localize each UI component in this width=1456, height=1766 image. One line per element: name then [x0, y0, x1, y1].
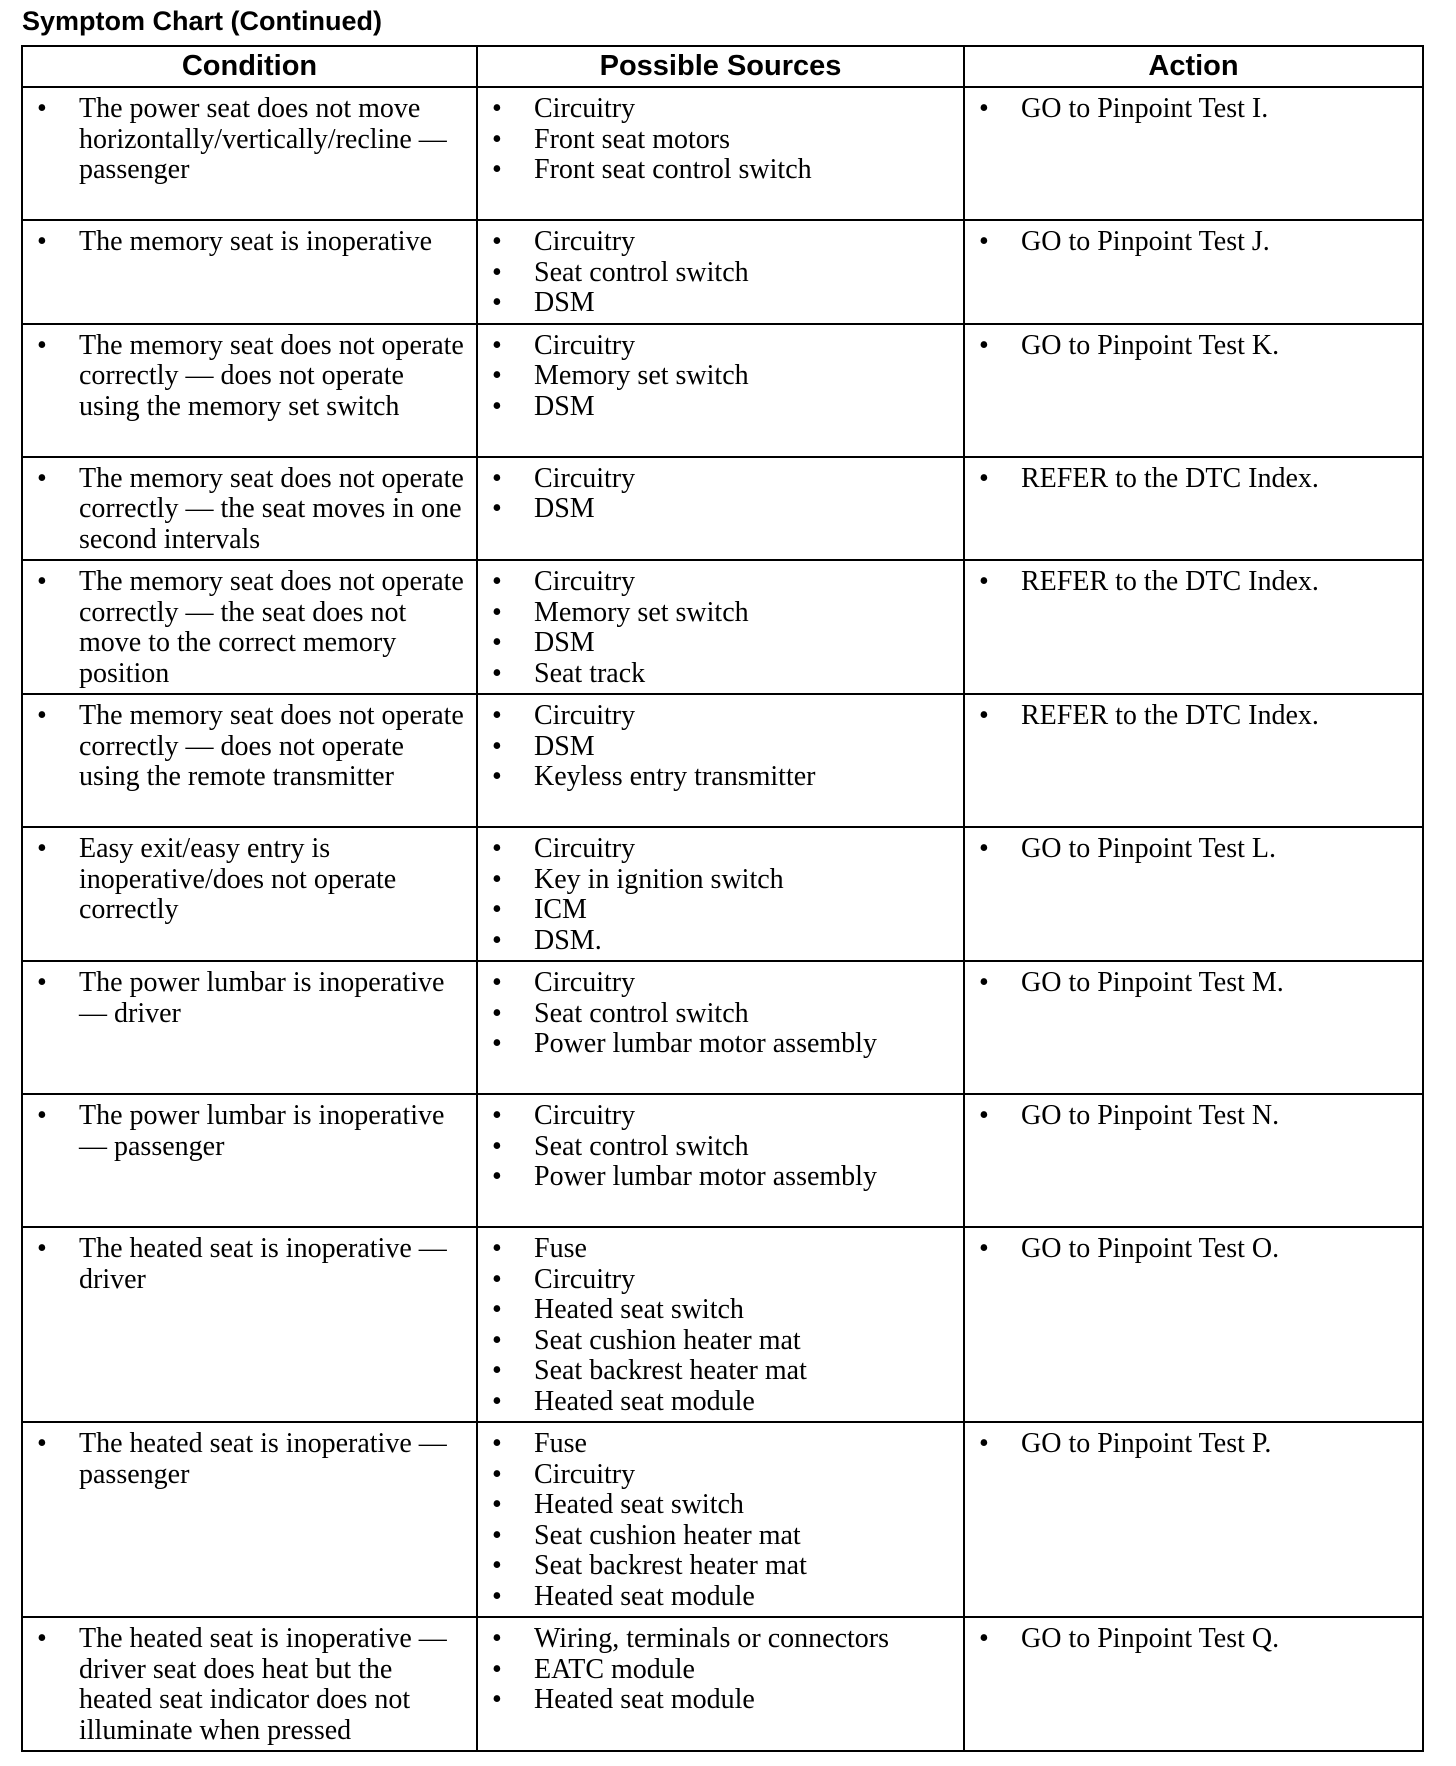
source-item: • Memory set switch [490, 361, 951, 392]
source-item: • Circuitry [490, 464, 951, 495]
sources-list [478, 1228, 963, 1421]
table-row [22, 457, 1423, 561]
source-item: • Seat control switch [490, 999, 951, 1030]
condition-item: • The power lumbar is inoperative — passenger [35, 1101, 464, 1162]
table-row [22, 1617, 1423, 1751]
sources-cell [477, 220, 964, 324]
action-item: • GO to Pinpoint Test Q. [977, 1624, 1410, 1655]
condition-list [23, 1618, 476, 1750]
action-cell [964, 1227, 1423, 1422]
condition-cell [22, 87, 477, 220]
action-list [965, 1095, 1422, 1136]
source-item: • Circuitry [490, 1101, 951, 1132]
source-item: • Power lumbar motor assembly [490, 1162, 951, 1193]
condition-column-header: Condition [22, 46, 477, 87]
source-item: • Seat control switch [490, 258, 951, 289]
sources-cell [477, 324, 964, 457]
sources-cell [477, 827, 964, 961]
source-item: • Circuitry [490, 1265, 951, 1296]
sources-cell [477, 560, 964, 694]
condition-cell [22, 457, 477, 561]
table-row [22, 1422, 1423, 1617]
source-item: • DSM [490, 392, 951, 423]
condition-list [23, 221, 476, 262]
condition-list [23, 1423, 476, 1494]
sources-list [478, 221, 963, 323]
source-item: • Heated seat switch [490, 1490, 951, 1521]
condition-item: • Easy exit/easy entry is inoperative/does not operate correctly [35, 834, 464, 926]
condition-item: • The memory seat does not operate correctly — does not operate using the memory set switch [35, 331, 464, 423]
sources-list [478, 1423, 963, 1616]
sources-list [478, 1095, 963, 1197]
source-item: • Seat backrest heater mat [490, 1551, 951, 1582]
condition-list [23, 561, 476, 693]
table-body [22, 87, 1423, 1751]
action-cell [964, 324, 1423, 457]
sources-cell [477, 1422, 964, 1617]
sources-cell [477, 961, 964, 1094]
condition-list [23, 1095, 476, 1166]
source-item: • Heated seat switch [490, 1295, 951, 1326]
sources-list [478, 962, 963, 1064]
condition-cell [22, 827, 477, 961]
source-item: • ICM [490, 895, 951, 926]
action-list [965, 325, 1422, 366]
table-row [22, 827, 1423, 961]
action-list [965, 828, 1422, 869]
source-item: • Circuitry [490, 968, 951, 999]
source-item: • Power lumbar motor assembly [490, 1029, 951, 1060]
condition-item: • The power lumbar is inoperative — driver [35, 968, 464, 1029]
condition-cell [22, 220, 477, 324]
condition-cell [22, 1094, 477, 1227]
condition-cell [22, 1422, 477, 1617]
condition-cell [22, 560, 477, 694]
source-item: • Keyless entry transmitter [490, 762, 951, 793]
source-item: • Fuse [490, 1234, 951, 1265]
source-item: • DSM [490, 732, 951, 763]
condition-list [23, 88, 476, 190]
source-item: • Seat cushion heater mat [490, 1521, 951, 1552]
sources-list [478, 828, 963, 960]
source-item: • DSM [490, 628, 951, 659]
source-item: • Circuitry [490, 701, 951, 732]
condition-item: • The power seat does not move horizontally/vertically/recline — passenger [35, 94, 464, 186]
action-item: • REFER to the DTC Index. [977, 464, 1410, 495]
action-list [965, 695, 1422, 736]
action-cell [964, 220, 1423, 324]
source-item: • Circuitry [490, 567, 951, 598]
source-item: • Front seat motors [490, 125, 951, 156]
condition-item: • The heated seat is inoperative — driver seat does heat but the heated seat indicator does not illuminate when pressed [35, 1624, 464, 1746]
action-item: • GO to Pinpoint Test O. [977, 1234, 1410, 1265]
sources-cell [477, 694, 964, 827]
condition-cell [22, 1227, 477, 1422]
source-item: • Seat backrest heater mat [490, 1356, 951, 1387]
sources-cell [477, 1617, 964, 1751]
sources-list [478, 458, 963, 529]
action-list [965, 1228, 1422, 1269]
action-item: • REFER to the DTC Index. [977, 567, 1410, 598]
source-item: • Key in ignition switch [490, 865, 951, 896]
condition-item: • The memory seat does not operate correctly — the seat does not move to the correct memory position [35, 567, 464, 689]
table-row [22, 220, 1423, 324]
source-item: • Wiring, terminals or connectors [490, 1624, 951, 1655]
action-item: • GO to Pinpoint Test N. [977, 1101, 1410, 1132]
action-cell [964, 694, 1423, 827]
source-item: • Circuitry [490, 227, 951, 258]
source-item: • Heated seat module [490, 1582, 951, 1613]
condition-item: • The heated seat is inoperative — passenger [35, 1429, 464, 1490]
action-item: • REFER to the DTC Index. [977, 701, 1410, 732]
action-item: • GO to Pinpoint Test J. [977, 227, 1410, 258]
source-item: • Seat track [490, 659, 951, 690]
source-item: • DSM [490, 494, 951, 525]
action-column-header: Action [964, 46, 1423, 87]
condition-cell [22, 1617, 477, 1751]
condition-cell [22, 324, 477, 457]
action-list [965, 221, 1422, 262]
table-row [22, 324, 1423, 457]
action-list [965, 1423, 1422, 1464]
table-row [22, 694, 1423, 827]
condition-cell [22, 961, 477, 1094]
condition-cell [22, 694, 477, 827]
source-item: • Circuitry [490, 331, 951, 362]
action-cell [964, 87, 1423, 220]
action-item: • GO to Pinpoint Test I. [977, 94, 1410, 125]
table-row [22, 1094, 1423, 1227]
sources-column-header: Possible Sources [477, 46, 964, 87]
condition-item: • The heated seat is inoperative — driver [35, 1234, 464, 1295]
sources-cell [477, 457, 964, 561]
action-cell [964, 961, 1423, 1094]
table-row [22, 87, 1423, 220]
source-item: • Circuitry [490, 834, 951, 865]
table-row [22, 560, 1423, 694]
condition-list [23, 695, 476, 797]
action-cell [964, 560, 1423, 694]
source-item: • DSM [490, 288, 951, 319]
source-item: • Seat control switch [490, 1132, 951, 1163]
source-item: • DSM. [490, 926, 951, 957]
action-list [965, 962, 1422, 1003]
source-item: • Circuitry [490, 1460, 951, 1491]
action-list [965, 458, 1422, 499]
condition-list [23, 1228, 476, 1299]
action-item: • GO to Pinpoint Test P. [977, 1429, 1410, 1460]
condition-item: • The memory seat does not operate correctly — the seat moves in one second intervals [35, 464, 464, 556]
table-row [22, 1227, 1423, 1422]
sources-list [478, 1618, 963, 1720]
source-item: • Front seat control switch [490, 155, 951, 186]
table-header-row [22, 46, 1423, 87]
action-cell [964, 1094, 1423, 1227]
sources-list [478, 695, 963, 797]
action-cell [964, 457, 1423, 561]
action-list [965, 1618, 1422, 1659]
action-cell [964, 1422, 1423, 1617]
sources-cell [477, 87, 964, 220]
source-item: • Fuse [490, 1429, 951, 1460]
action-cell [964, 827, 1423, 961]
sources-list [478, 561, 963, 693]
condition-item: • The memory seat does not operate correctly — does not operate using the remote transmitter [35, 701, 464, 793]
condition-list [23, 962, 476, 1033]
source-item: • Circuitry [490, 94, 951, 125]
condition-list [23, 458, 476, 560]
source-item: • Seat cushion heater mat [490, 1326, 951, 1357]
condition-list [23, 325, 476, 427]
action-list [965, 88, 1422, 129]
sources-cell [477, 1094, 964, 1227]
sources-list [478, 88, 963, 190]
action-cell [964, 1617, 1423, 1751]
action-item: • GO to Pinpoint Test K. [977, 331, 1410, 362]
action-item: • GO to Pinpoint Test L. [977, 834, 1410, 865]
source-item: • Heated seat module [490, 1387, 951, 1418]
condition-list [23, 828, 476, 930]
action-item: • GO to Pinpoint Test M. [977, 968, 1410, 999]
condition-item: • The memory seat is inoperative [35, 227, 464, 258]
source-item: • EATC module [490, 1655, 951, 1686]
source-item: • Memory set switch [490, 598, 951, 629]
symptom-chart-table [21, 45, 1424, 1752]
table-row [22, 961, 1423, 1094]
source-item: • Heated seat module [490, 1685, 951, 1716]
sources-cell [477, 1227, 964, 1422]
page-title: Symptom Chart (Continued) [22, 6, 382, 36]
action-list [965, 561, 1422, 602]
sources-list [478, 325, 963, 427]
